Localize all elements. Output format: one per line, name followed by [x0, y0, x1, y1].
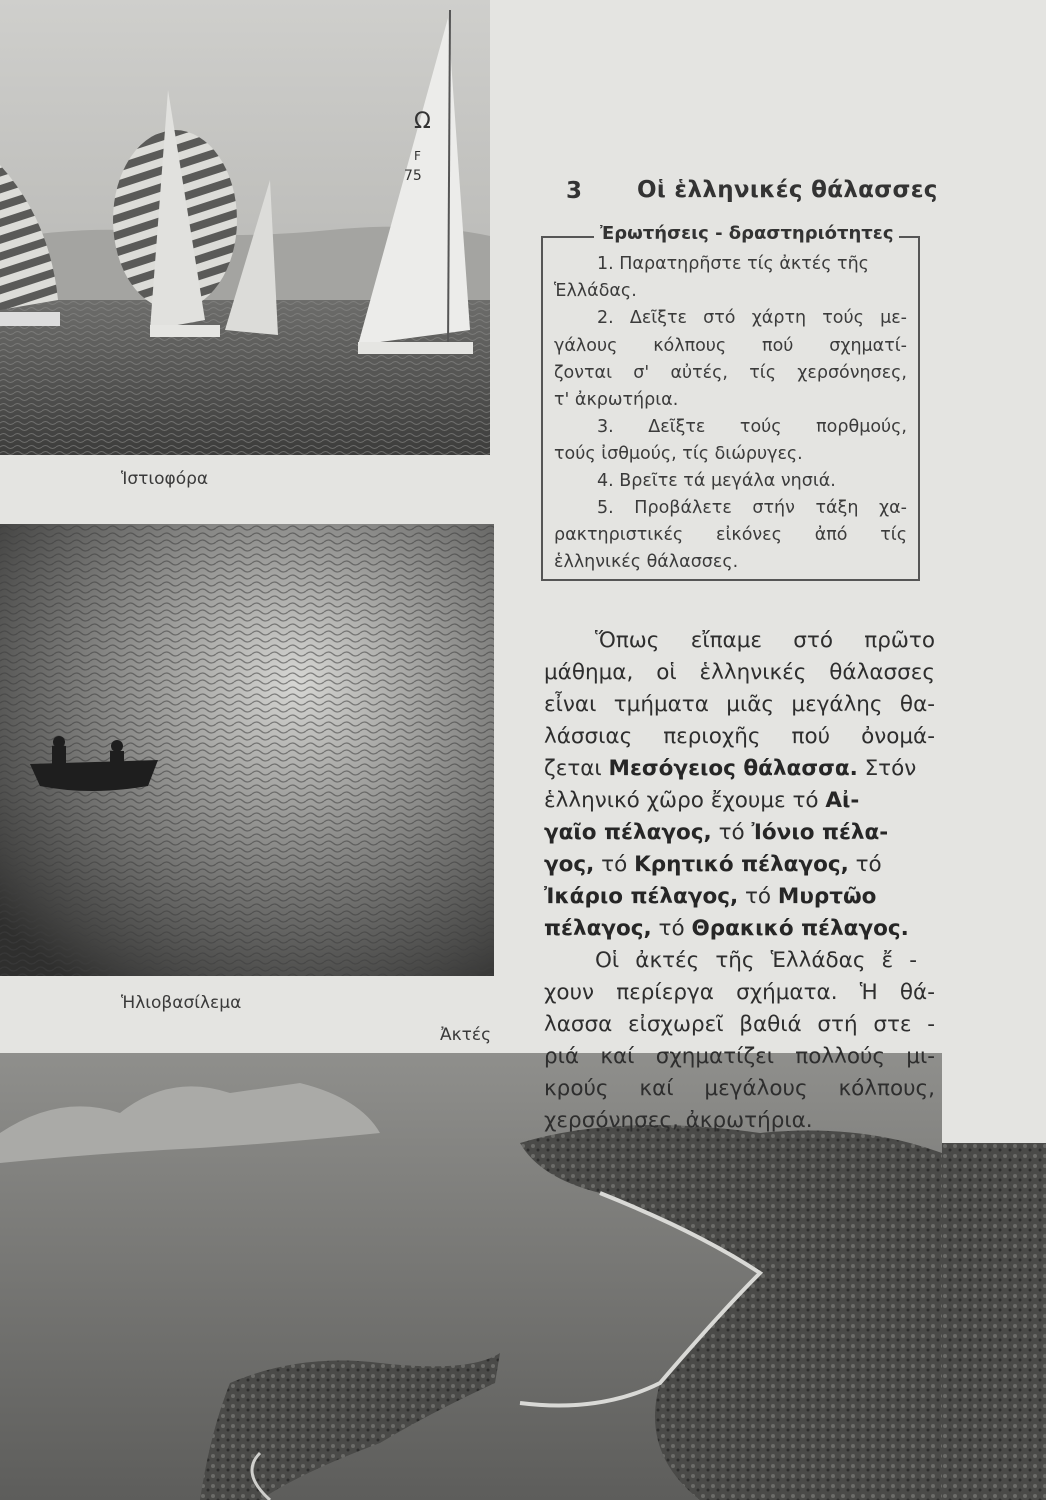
question-line: Ἑλλάδας. — [554, 281, 637, 301]
body-line: ζεται Μεσόγειος θάλασσα. Στόν — [544, 756, 917, 781]
question-line: 1. Παρατηρῆστε τίς ἀκτές τῆς — [597, 254, 869, 274]
sea-name: Αἰ- — [825, 788, 860, 813]
body-line: λασσα εἰσχωρεῖ βαθιά στή στε - — [544, 1012, 935, 1037]
sailing-caption: Ἱστιοφόρα — [121, 469, 209, 489]
question-line: ζονται σ' αὐτές, τίς χερσόνησες, — [554, 363, 907, 383]
sea-name: γαῖο πέλαγος, — [544, 820, 712, 845]
sunset-caption: Ἡλιοβασίλεμα — [121, 993, 242, 1013]
coast-caption: Ἀκτές — [440, 1025, 492, 1045]
questions-heading: Ἐρωτήσεις - δραστηριότητες — [594, 223, 899, 244]
question-line: γάλους κόλπους πού σχηματί- — [554, 336, 907, 356]
sea-name: Κρητικό πέλαγος, — [634, 852, 849, 877]
question-line: ρακτηριστικές εἰκόνες ἀπό τίς — [554, 525, 907, 545]
body-line: εἶναι τμήματα μιᾶς μεγάλης θα- — [544, 692, 935, 717]
svg-text:F: F — [414, 149, 421, 163]
body-line: λάσσιας περιοχῆς πού ὀνομά- — [544, 724, 935, 749]
body-line: ριά καί σχηματίζει πολλούς μι- — [544, 1044, 935, 1069]
body-line: χουν περίεργα σχήματα. Ἡ θά- — [544, 980, 935, 1005]
body-line: ἑλληνικό χῶρο ἔχουμε τό Αἰ- — [544, 788, 860, 813]
sailing-photo — [0, 0, 490, 455]
svg-text:Ω: Ω — [414, 109, 431, 134]
body-line: μάθημα, οἱ ἑλληνικές θάλασσες — [544, 660, 935, 685]
sea-name: Ἰόνιο πέλα- — [751, 820, 889, 845]
sea-name: Μυρτῶο — [777, 884, 877, 909]
sea-name: Μεσόγειος θάλασσα. — [608, 756, 858, 781]
question-line: 4. Βρεῖτε τά μεγάλα νησιά. — [597, 471, 836, 491]
sea-name: Ἰκάριο πέλαγος, — [544, 884, 739, 909]
sea-name: πέλαγος, — [544, 916, 652, 941]
body-line: Ἰκάριο πέλαγος, τό Μυρτῶο — [544, 884, 877, 909]
svg-text:75: 75 — [404, 168, 422, 184]
lesson-number: 3 — [566, 178, 583, 204]
question-line: τ' ἀκρωτήρια. — [554, 390, 679, 410]
body-line: γος, τό Κρητικό πέλαγος, τό — [544, 852, 882, 877]
body-line: χερσόνησες, ἀκρωτήρια. — [544, 1108, 813, 1133]
body-line: Οἱ ἀκτές τῆς Ἑλλάδας ἔ - — [595, 948, 917, 973]
body-line: Ὅπως εἴπαμε στό πρῶτο — [595, 628, 935, 653]
question-line: τούς ἰσθμούς, τίς διώρυγες. — [554, 444, 803, 464]
body-line: πέλαγος, τό Θρακικό πέλαγος. — [544, 916, 909, 941]
question-line: 3. Δεῖξτε τούς πορθμούς, — [597, 417, 907, 437]
question-line: 2. Δεῖξτε στό χάρτη τούς με- — [597, 308, 907, 328]
body-line: γαῖο πέλαγος, τό Ἰόνιο πέλα- — [544, 820, 889, 845]
question-line: 5. Προβάλετε στήν τάξη χα- — [597, 498, 907, 518]
sea-name: Θρακικό πέλαγος. — [691, 916, 909, 941]
body-line: κρούς καί μεγάλους κόλπους, — [544, 1076, 935, 1101]
sunset-photo — [0, 524, 494, 976]
lesson-title: Οἱ ἑλληνικές θάλασσες — [637, 177, 938, 203]
coast-photo-edge — [942, 1143, 1046, 1500]
question-line: ἑλληνικές θάλασσες. — [554, 552, 739, 572]
sea-name: γος, — [544, 852, 595, 877]
